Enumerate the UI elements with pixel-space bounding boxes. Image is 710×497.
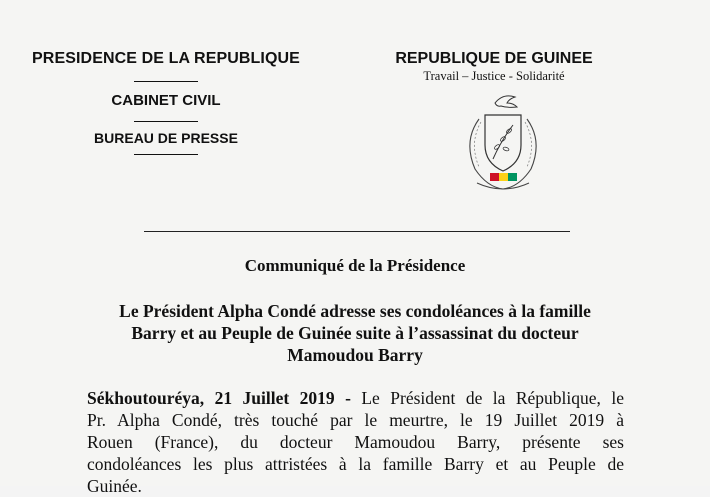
issuer-block [20, 50, 312, 155]
presidency-label: PRESIDENCE DE LA REPUBLIQUE [32, 50, 300, 67]
communique-headline [70, 300, 640, 366]
body-line-text: Le Président de la République, le [350, 388, 624, 408]
press-office-label: BUREAU DE PRESSE [94, 130, 238, 146]
separator-rule [134, 154, 198, 155]
body-line [87, 387, 624, 409]
guinea-coat-of-arms-icon [457, 89, 549, 197]
body-line: Rouen (France), du docteur Mamoudou Barry, présente ses [87, 432, 624, 452]
separator-rule [134, 81, 198, 82]
headline-line: Mamoudou Barry [287, 345, 423, 365]
communique-title: Communiqué de la Présidence [244, 256, 466, 275]
headline-line: Le Président Alpha Condé adresse ses condoléances à la famille [119, 301, 591, 321]
cabinet-label: CABINET CIVIL [111, 92, 221, 109]
country-label: REPUBLIQUE DE GUINEE [395, 50, 593, 67]
separator-rule [134, 121, 198, 122]
body-line: condoléances les plus attristées à la famille Barry et au Peuple de [87, 454, 624, 474]
body-line: Guinée. [87, 476, 142, 496]
body-line: Pr. Alpha Condé, très touché par le meurtre, le 19 Juillet 2019 à [87, 410, 624, 430]
national-motto: Travail – Justice - Solidarité [423, 69, 565, 83]
republic-block [388, 50, 600, 84]
header-divider [144, 231, 570, 232]
communique-body [87, 387, 624, 497]
place-date: Sékhoutouréya, 21 Juillet 2019 - [87, 388, 351, 408]
headline-line: Barry et au Peuple de Guinée suite à l’assassinat du docteur [131, 323, 579, 343]
